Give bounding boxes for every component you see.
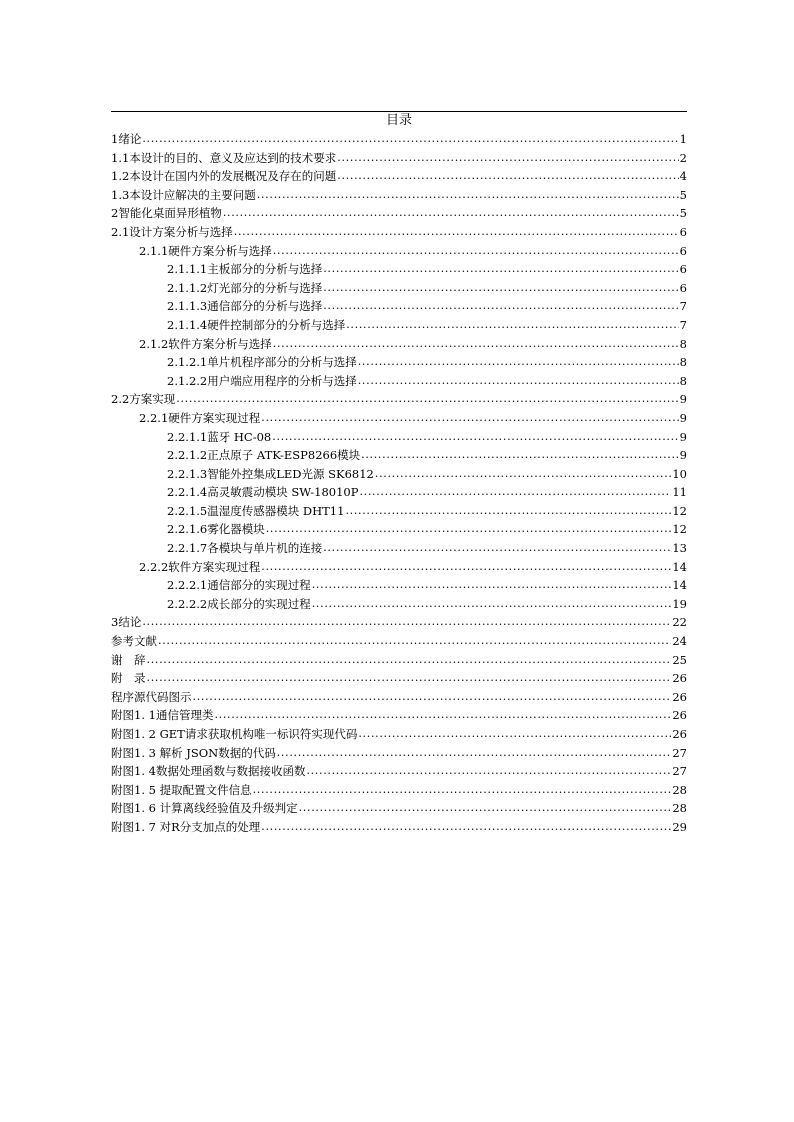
toc-entry-label: 2.2.1.3智能外控集成LED光源 SK6812 — [167, 466, 374, 481]
toc-page-number: 9 — [679, 448, 687, 463]
toc-entry[interactable] — [111, 149, 687, 168]
toc-leader-dots — [273, 242, 679, 261]
toc-entry[interactable] — [111, 130, 687, 149]
toc-entry-label: 附图1. 6 计算离线经验值及升级判定 — [111, 801, 298, 816]
toc-entry-label: 3结论 — [111, 615, 142, 630]
toc-entry[interactable] — [111, 818, 687, 837]
toc-entry[interactable] — [111, 446, 687, 465]
toc-entry[interactable] — [111, 483, 687, 502]
table-of-contents — [111, 130, 687, 837]
toc-entry[interactable] — [111, 372, 687, 391]
toc-page-number: 10 — [672, 466, 687, 481]
toc-page-number: 24 — [672, 634, 687, 649]
toc-entry[interactable] — [111, 428, 687, 447]
toc-entry[interactable] — [111, 279, 687, 298]
toc-entry-label: 附图1. 7 对R分支加点的处理 — [111, 819, 261, 834]
toc-entry[interactable] — [111, 651, 687, 670]
toc-entry[interactable] — [111, 316, 687, 335]
toc-page-number: 6 — [679, 243, 687, 258]
toc-entry-label: 2.2.1.7各模块与单片机的连接 — [167, 541, 323, 556]
toc-entry-label: 1.2本设计在国内外的发展概况及存在的问题 — [111, 169, 337, 184]
toc-entry[interactable] — [111, 167, 687, 186]
toc-entry[interactable] — [111, 558, 687, 577]
toc-entry-label: 2.1.1硬件方案分析与选择 — [139, 243, 272, 258]
toc-page-number: 7 — [679, 299, 687, 314]
toc-entry[interactable] — [111, 465, 687, 484]
toc-page-number: 13 — [672, 541, 687, 556]
toc-entry-label: 2.2.1.5温湿度传感器模块 DHT11 — [167, 503, 345, 518]
toc-page-number: 8 — [679, 373, 687, 388]
toc-entry-label: 1.1本设计的目的、意义及应达到的技术要求 — [111, 150, 337, 165]
toc-page-number: 6 — [679, 262, 687, 277]
toc-entry-label: 程序源代码图示 — [111, 689, 192, 704]
toc-entry-label: 1.3本设计应解决的主要问题 — [111, 187, 256, 202]
toc-leader-dots — [261, 818, 671, 837]
toc-entry[interactable] — [111, 335, 687, 354]
toc-leader-dots — [346, 316, 678, 335]
toc-entry[interactable] — [111, 539, 687, 558]
toc-leader-dots — [223, 204, 679, 223]
toc-entry-label: 2.1.1.4硬件控制部分的分析与选择 — [167, 317, 346, 332]
toc-page-number: 25 — [672, 652, 687, 667]
toc-entry[interactable] — [111, 260, 687, 279]
toc-page-number: 2 — [679, 150, 687, 165]
toc-entry[interactable] — [111, 781, 687, 800]
toc-page-number: 28 — [672, 801, 687, 816]
toc-entry-label: 2.2方案实现 — [111, 392, 176, 407]
toc-entry-label: 2.1.1.1主板部分的分析与选择 — [167, 262, 323, 277]
toc-leader-dots — [375, 465, 671, 484]
toc-entry-label: 2.2.1.1蓝牙 HC-08 — [167, 429, 272, 444]
toc-page-number: 27 — [672, 764, 687, 779]
toc-page-number: 8 — [679, 336, 687, 351]
toc-leader-dots — [147, 669, 672, 688]
toc-entry[interactable] — [111, 502, 687, 521]
toc-page-number: 26 — [672, 671, 687, 686]
toc-entry-label: 2智能化桌面异形植物 — [111, 206, 222, 221]
toc-page-number: 26 — [672, 708, 687, 723]
toc-entry[interactable] — [111, 669, 687, 688]
toc-entry[interactable] — [111, 725, 687, 744]
toc-page-number: 5 — [679, 206, 687, 221]
toc-page-number: 9 — [679, 429, 687, 444]
toc-leader-dots — [142, 130, 678, 149]
toc-entry[interactable] — [111, 632, 687, 651]
toc-entry[interactable] — [111, 762, 687, 781]
toc-entry-label: 附 录 — [111, 671, 146, 686]
toc-leader-dots — [323, 539, 671, 558]
toc-page-number: 26 — [672, 689, 687, 704]
toc-leader-dots — [257, 186, 679, 205]
toc-entry-label: 谢 辞 — [111, 652, 146, 667]
toc-page-number: 29 — [672, 819, 687, 834]
toc-leader-dots — [261, 558, 671, 577]
toc-entry-label: 2.1.2软件方案分析与选择 — [139, 336, 272, 351]
toc-leader-dots — [147, 651, 672, 670]
toc-entry[interactable] — [111, 799, 687, 818]
toc-page-number: 9 — [679, 392, 687, 407]
toc-leader-dots — [158, 632, 671, 651]
toc-page-number: 12 — [672, 522, 687, 537]
toc-leader-dots — [266, 520, 672, 539]
toc-entry-label: 2.2.2.1通信部分的实现过程 — [167, 578, 311, 593]
toc-leader-dots — [306, 762, 671, 781]
toc-page-number: 14 — [672, 578, 687, 593]
toc-entry-label: 2.1.2.2用户端应用程序的分析与选择 — [167, 373, 357, 388]
toc-entry-label: 参考文献 — [111, 634, 157, 649]
toc-entry-label: 2.2.1.4高灵敏震动模块 SW-18010P — [167, 485, 359, 500]
toc-page-number: 6 — [679, 224, 687, 239]
toc-leader-dots — [299, 799, 672, 818]
toc-entry-label: 2.1.1.2灯光部分的分析与选择 — [167, 280, 323, 295]
toc-page-number: 1 — [679, 132, 687, 146]
toc-leader-dots — [253, 781, 672, 800]
toc-entry-label: 2.2.1.6雾化器模块 — [167, 522, 265, 537]
toc-leader-dots — [272, 428, 678, 447]
toc-entry-label: 2.2.2软件方案实现过程 — [139, 559, 261, 574]
toc-entry[interactable] — [111, 242, 687, 261]
toc-leader-dots — [323, 260, 678, 279]
toc-entry[interactable] — [111, 390, 687, 409]
toc-entry[interactable] — [111, 595, 687, 614]
toc-leader-dots — [312, 576, 672, 595]
toc-leader-dots — [337, 167, 678, 186]
toc-entry[interactable] — [111, 576, 687, 595]
toc-entry[interactable] — [111, 613, 687, 632]
toc-leader-dots — [345, 502, 671, 521]
toc-entry-label: 2.2.1硬件方案实现过程 — [139, 410, 261, 425]
toc-page-number: 19 — [672, 596, 687, 611]
toc-leader-dots — [261, 409, 678, 428]
toc-page-number: 5 — [679, 187, 687, 202]
toc-entry[interactable] — [111, 353, 687, 372]
toc-page-number: 9 — [679, 410, 687, 425]
toc-leader-dots — [359, 483, 671, 502]
toc-leader-dots — [176, 390, 678, 409]
toc-leader-dots — [312, 595, 672, 614]
toc-page-number: 14 — [672, 559, 687, 574]
toc-page-number: 8 — [679, 355, 687, 370]
toc-leader-dots — [277, 744, 672, 763]
toc-entry-label: 2.2.1.2正点原子 ATK-ESP8266模块 — [167, 448, 361, 463]
toc-page-number: 6 — [679, 280, 687, 295]
toc-entry-label: 附图1. 5 提取配置文件信息 — [111, 782, 252, 797]
toc-leader-dots — [193, 688, 672, 707]
toc-leader-dots — [361, 446, 679, 465]
toc-title: 目录 — [385, 113, 412, 128]
toc-page-number: 4 — [679, 169, 687, 184]
toc-leader-dots — [323, 297, 678, 316]
toc-leader-dots — [214, 706, 671, 725]
toc-entry[interactable] — [111, 297, 687, 316]
toc-page-number: 28 — [672, 782, 687, 797]
toc-entry-label: 2.1.1.3通信部分的分析与选择 — [167, 299, 323, 314]
toc-entry[interactable] — [111, 204, 687, 223]
toc-leader-dots — [142, 613, 671, 632]
toc-entry-label: 2.1设计方案分析与选择 — [111, 224, 233, 239]
toc-page-number: 26 — [672, 727, 687, 741]
toc-entry[interactable] — [111, 186, 687, 205]
toc-entry[interactable] — [111, 688, 687, 707]
toc-page-number: 22 — [672, 615, 687, 630]
toc-leader-dots — [273, 335, 679, 354]
toc-entry-label: 2.2.2.2成长部分的实现过程 — [167, 596, 311, 611]
toc-leader-dots — [358, 353, 679, 372]
toc-entry-label: 2.1.2.1单片机程序部分的分析与选择 — [167, 355, 357, 370]
toc-entry[interactable] — [111, 744, 687, 763]
toc-entry-label: 附图1. 2 GET请求获取机构唯一标识符实现代码 — [111, 727, 358, 741]
toc-leader-dots — [358, 372, 679, 391]
toc-entry-label: 附图1. 4数据处理函数与数据接收函数 — [111, 764, 306, 779]
toc-leader-dots — [323, 279, 678, 298]
toc-entry-label: 1绪论 — [111, 132, 142, 146]
toc-entry-label: 附图1. 3 解析 JSON数据的代码 — [111, 745, 276, 760]
toc-leader-dots — [337, 149, 678, 168]
toc-leader-dots — [234, 223, 679, 242]
toc-entry[interactable] — [111, 223, 687, 242]
toc-entry[interactable] — [111, 706, 687, 725]
toc-page-number: 7 — [679, 317, 687, 332]
toc-page-number: 12 — [672, 503, 687, 518]
toc-entry-label: 附图1. 1通信管理类 — [111, 708, 214, 723]
toc-page-number: 11 — [672, 485, 687, 500]
toc-entry[interactable] — [111, 409, 687, 428]
toc-entry[interactable] — [111, 520, 687, 539]
toc-leader-dots — [358, 725, 671, 744]
toc-page-number: 27 — [672, 745, 687, 760]
